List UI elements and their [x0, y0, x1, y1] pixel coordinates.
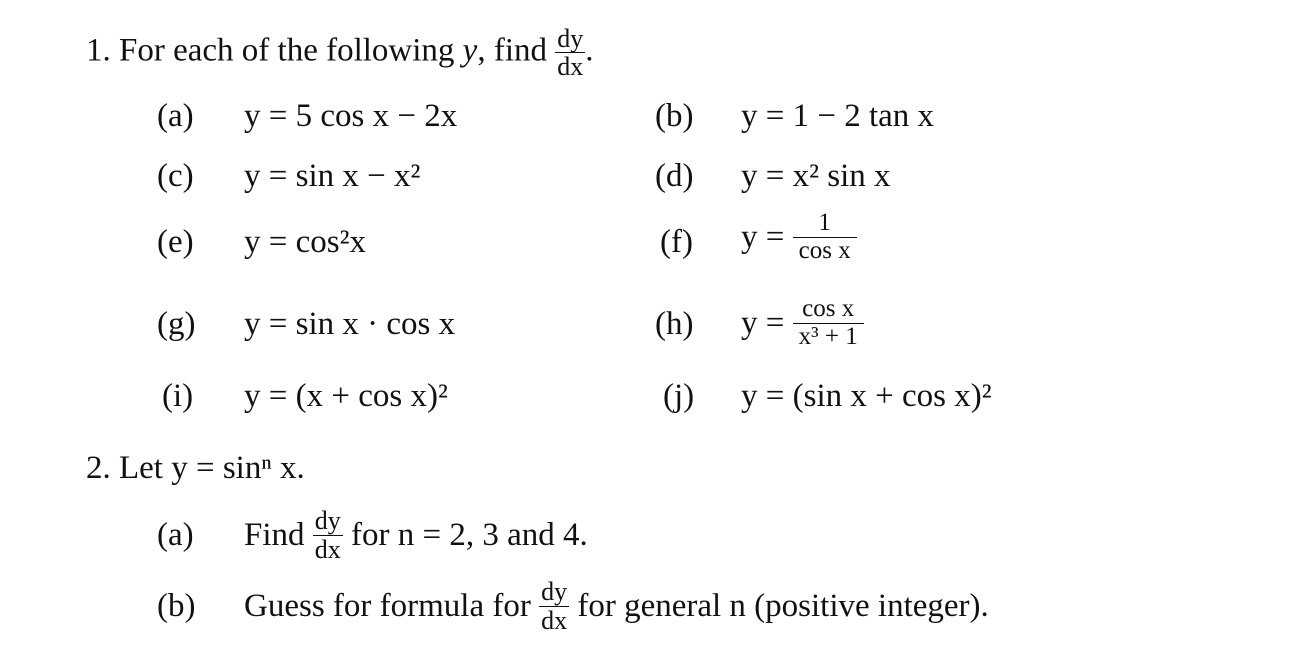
- frac-num: dy: [557, 24, 584, 53]
- part-label: (e): [157, 224, 194, 260]
- frac-den: dx: [541, 605, 568, 635]
- part-label: (h): [655, 306, 694, 342]
- part-text-after: for general n (positive integer).: [577, 587, 989, 624]
- question-1-header: [86, 25, 594, 81]
- question-2-header: [86, 452, 305, 485]
- part-label: (c): [157, 158, 194, 194]
- part-text-before: Guess for formula for: [244, 587, 531, 624]
- question-2-number: 2.: [86, 450, 111, 486]
- frac-num: dy: [314, 506, 341, 536]
- part-expression: y = sin x − x²: [244, 158, 421, 194]
- frac-num: dy: [541, 577, 568, 607]
- question-1-find: , find: [477, 32, 547, 69]
- question-1-end: .: [585, 32, 594, 69]
- frac-den: x³ + 1: [798, 322, 858, 350]
- part-label: (j): [663, 378, 695, 414]
- question-1-derivative: [555, 25, 585, 81]
- frac-num: 1: [793, 210, 857, 237]
- question-2-text: Let y = sinⁿ x.: [119, 450, 305, 486]
- part-expression-fraction: [741, 207, 857, 267]
- part-expression: y = x² sin x: [741, 158, 891, 194]
- derivative-fraction: [313, 507, 343, 563]
- fraction-lhs: y =: [741, 218, 785, 255]
- part-expression: y = sin x · cos x: [244, 306, 456, 342]
- question-1-text: For each of the following: [119, 32, 455, 69]
- part-label: (b): [157, 588, 196, 624]
- part-expression: y = 1 − 2 tan x: [741, 98, 935, 134]
- part-expression: y = cos²x: [244, 224, 366, 260]
- part-label: (f): [660, 224, 693, 260]
- derivative-fraction: [539, 578, 569, 634]
- frac-num: cos x: [793, 296, 864, 323]
- fraction: [793, 296, 864, 350]
- question-1-number: 1.: [86, 32, 111, 69]
- part-label: (i): [162, 378, 194, 414]
- part-expression: y = (sin x + cos x)²: [741, 378, 992, 414]
- part-expression-fraction: [741, 291, 864, 355]
- frac-den: dx: [314, 534, 341, 564]
- part-expression: [244, 503, 588, 567]
- part-expression: [244, 574, 989, 638]
- part-label: (d): [655, 158, 694, 194]
- fraction-lhs: y =: [741, 304, 785, 341]
- part-label: (b): [655, 98, 694, 134]
- question-1-var: y: [462, 32, 478, 69]
- part-label: (g): [157, 306, 196, 342]
- part-text-before: Find: [244, 516, 305, 553]
- part-text-after: for n = 2, 3 and 4.: [351, 516, 588, 553]
- fraction: [793, 210, 857, 264]
- part-label: (a): [157, 517, 194, 553]
- part-expression: y = 5 cos x − 2x: [244, 98, 458, 134]
- frac-den: cos x: [798, 236, 851, 264]
- part-expression: y = (x + cos x)²: [244, 378, 448, 414]
- frac-den: dx: [557, 52, 584, 82]
- part-label: (a): [157, 98, 194, 134]
